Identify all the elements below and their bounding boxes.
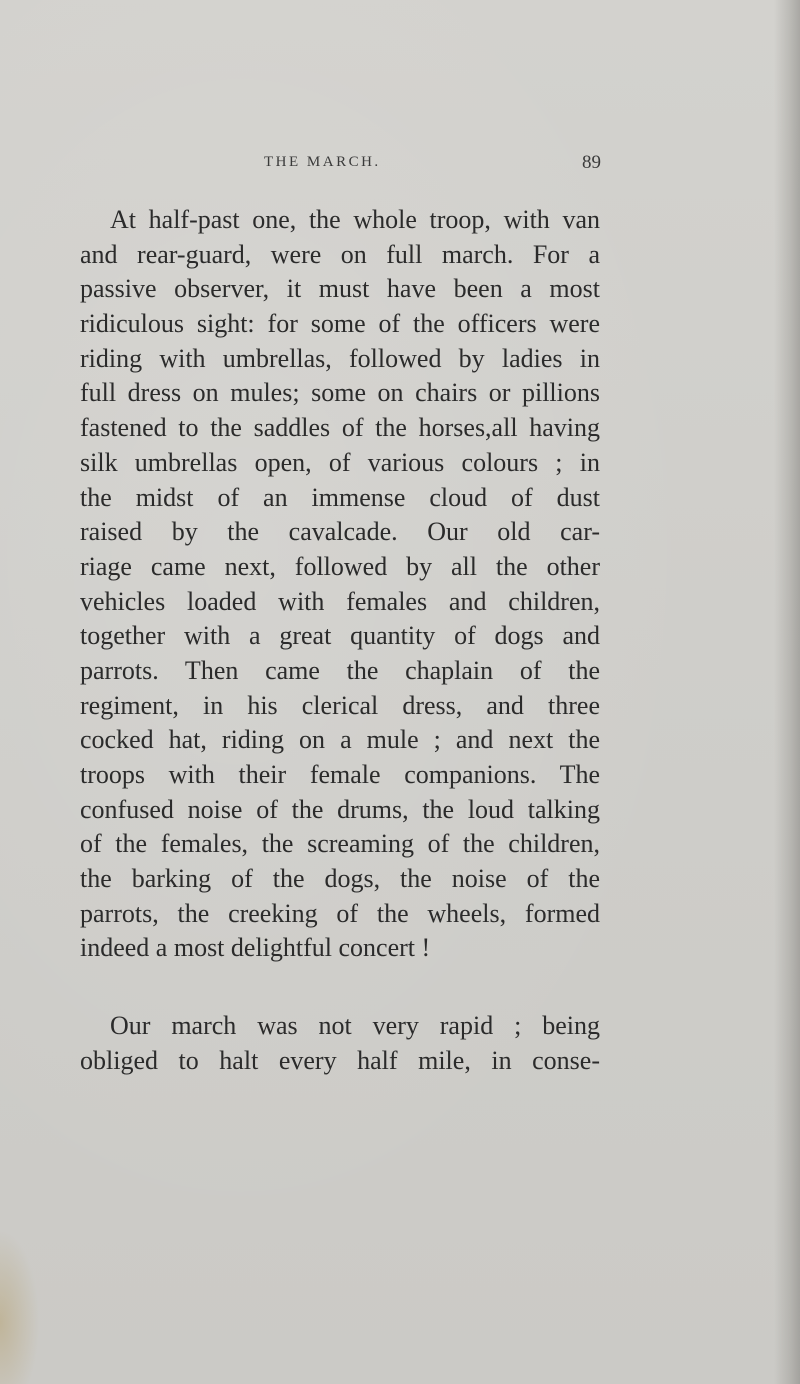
running-head bbox=[0, 150, 800, 180]
text-line: the barking of the dogs, the noise of the bbox=[80, 864, 600, 894]
text-line: fastened to the saddles of the horses,all having bbox=[80, 413, 600, 443]
page-edge-shadow bbox=[774, 0, 800, 1384]
text-line: confused noise of the drums, the loud talking bbox=[80, 794, 600, 824]
text-line: At half-past one, the whole troop, with van bbox=[110, 205, 600, 234]
text-line: parrots. Then came the chaplain of the bbox=[80, 655, 600, 685]
body-text bbox=[80, 203, 600, 1079]
text-line: raised by the cavalcade. Our old car- bbox=[80, 517, 600, 547]
paragraph-1 bbox=[80, 203, 600, 966]
running-title: THE MARCH. bbox=[264, 154, 381, 170]
text-line: obliged to halt every half mile, in conse- bbox=[80, 1045, 600, 1075]
paragraph-2 bbox=[80, 1009, 600, 1078]
paper-stain bbox=[0, 1230, 40, 1384]
text-line: regiment, in his clerical dress, and three bbox=[80, 690, 600, 720]
text-line: cocked hat, riding on a mule ; and next the bbox=[80, 725, 600, 755]
text-line: the midst of an immense cloud of dust bbox=[80, 482, 600, 512]
text-line: riage came next, followed by all the other bbox=[80, 551, 600, 581]
text-line: silk umbrellas open, of various colours ; in bbox=[80, 447, 600, 477]
page-number: 89 bbox=[582, 152, 601, 173]
text-line: ridiculous sight: for some of the officers were bbox=[80, 309, 600, 339]
text-line: parrots, the creeking of the wheels, formed bbox=[80, 898, 600, 928]
text-line: riding with umbrellas, followed by ladies in bbox=[80, 343, 600, 373]
text-line: troops with their female companions. The bbox=[80, 760, 600, 789]
text-line: and rear-guard, were on full march. For a bbox=[80, 239, 600, 269]
text-line: passive observer, it must have been a most bbox=[80, 274, 600, 304]
paragraph-gap bbox=[80, 966, 600, 1009]
text-line: vehicles loaded with females and children, bbox=[80, 586, 600, 616]
text-line: Our march was not very rapid ; being bbox=[110, 1011, 600, 1041]
text-line: of the females, the screaming of the children, bbox=[80, 829, 600, 859]
text-line: full dress on mules; some on chairs or pillions bbox=[80, 378, 600, 408]
text-line: together with a great quantity of dogs and bbox=[80, 621, 600, 651]
text-line: indeed a most delightful concert ! bbox=[80, 933, 431, 963]
